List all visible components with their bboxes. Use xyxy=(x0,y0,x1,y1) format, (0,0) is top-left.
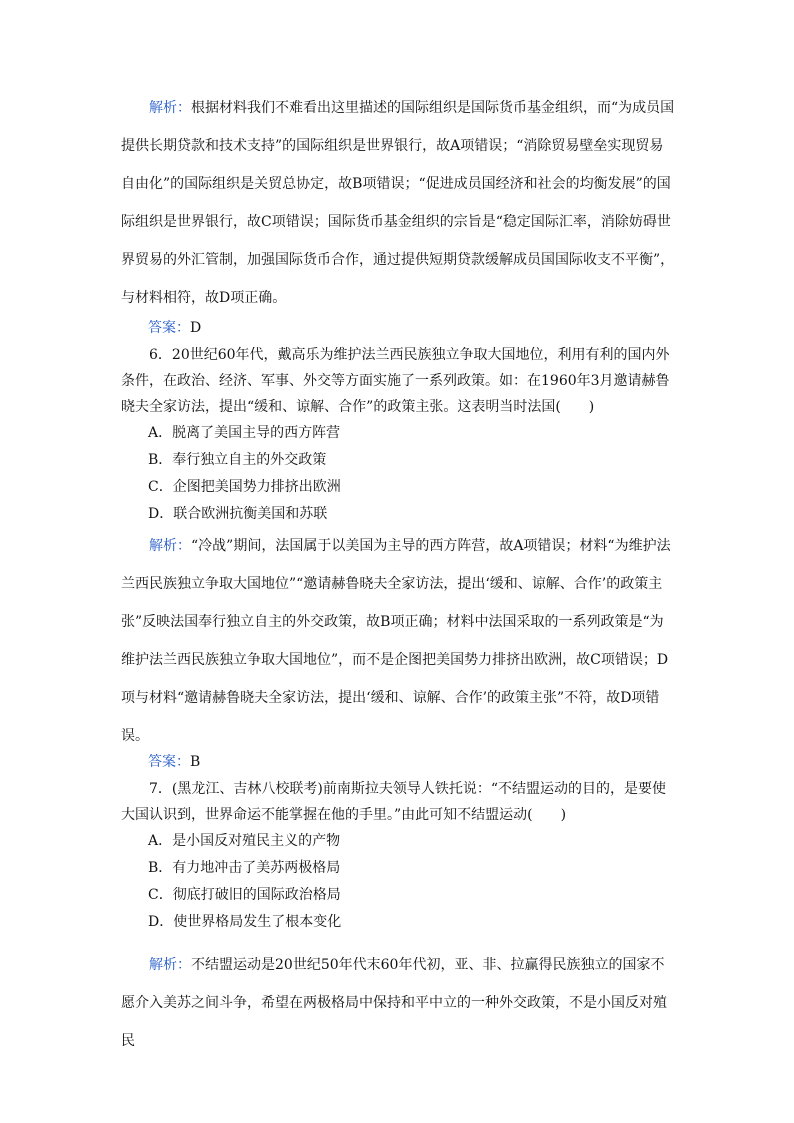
answer-label: 答案： xyxy=(148,320,190,336)
option-a: A．是小国反对殖民主义的产物 xyxy=(148,833,341,849)
analysis-label: 解析： xyxy=(149,100,191,116)
option-b: B．奉行独立自主的外交政策 xyxy=(148,452,327,468)
option-d: D．使世界格局发生了根本变化 xyxy=(148,914,342,930)
analysis-label: 解析： xyxy=(149,957,191,973)
question-stem: 6．20世纪60年代，戴高乐为维护法兰西民族独立争取大国地位，利用有利的国内外条件，在政治、经济、军事、外交等方面实施了一系列政策。如：在1960年3月邀请赫鲁晓夫全家访法，提出“缓和、谅解、合作”的政策主张。这表明当时法国( ) xyxy=(121,347,670,415)
analysis-text: 不结盟运动是20世纪50年代末60年代初，亚、非、拉赢得民族独立的国家不愿介入美苏之间斗争，希望在两极格局中保持和平中立的一种外交政策，不是小国反对殖民 xyxy=(121,957,667,1049)
analysis-paragraph xyxy=(121,89,677,317)
option-b: B．有力地冲击了美苏两极格局 xyxy=(148,860,341,876)
option-list xyxy=(121,420,677,528)
question-7 xyxy=(121,776,677,936)
option-c: C．企图把美国势力排挤出欧洲 xyxy=(148,479,341,495)
answer-label: 答案： xyxy=(148,754,190,770)
answer-value: B xyxy=(190,754,201,770)
analysis-paragraph xyxy=(121,946,677,1060)
analysis-text: “冷战”期间，法国属于以美国为主导的西方阵营，故A项错误；材料“为维护法兰西民族独立争取大国地位”“邀请赫鲁晓夫全家访法，提出‘缓和、谅解、合作’的政策主张”反映法国奉行独立自主的外交政策，故B项正确；材料中法国采取的一系列政策是“为维护法兰西民族独立争取大国地位”，而不是企图把美国势力排挤出欧洲，故C项错误；D项与材料“邀请赫鲁晓夫全家访法，提出‘缓和、谅解、合作’的政策主张”不符，故D项错误。 xyxy=(121,538,671,744)
option-d: D．联合欧洲抗衡美国和苏联 xyxy=(148,506,328,522)
option-c: C．彻底打破旧的国际政治格局 xyxy=(148,887,341,903)
option-a: A．脱离了美国主导的西方阵营 xyxy=(148,425,341,441)
analysis-paragraph xyxy=(121,527,677,755)
answer-value: D xyxy=(190,320,202,336)
option-list xyxy=(121,828,677,936)
answer-line xyxy=(148,318,201,338)
analysis-text: 根据材料我们不难看出这里描述的国际组织是国际货币基金组织，而“为成员国提供长期贷款和技术支持”的国际组织是世界银行，故A项错误；“消除贸易壁垒实现贸易自由化”的国际组织是关贸总协定，故B项错误；“促进成员国经济和社会的均衡发展”的国际组织是世界银行，故C项错误；国际货币基金组织的宗旨是“稳定国际汇率，消除妨碍世界贸易的外汇管制，加强国际货币合作，通过提供短期贷款缓解成员国国际收支不平衡”，与材料相符，故D项正确。 xyxy=(121,100,675,306)
analysis-label: 解析： xyxy=(149,538,191,554)
question-6 xyxy=(121,342,677,528)
question-stem: 7．(黑龙江、吉林八校联考)前南斯拉夫领导人铁托说：“不结盟运动的目的，是要使大国认识到，世界命运不能掌握在他的手里。”由此可知不结盟运动( ) xyxy=(121,781,666,823)
answer-line xyxy=(148,752,200,772)
